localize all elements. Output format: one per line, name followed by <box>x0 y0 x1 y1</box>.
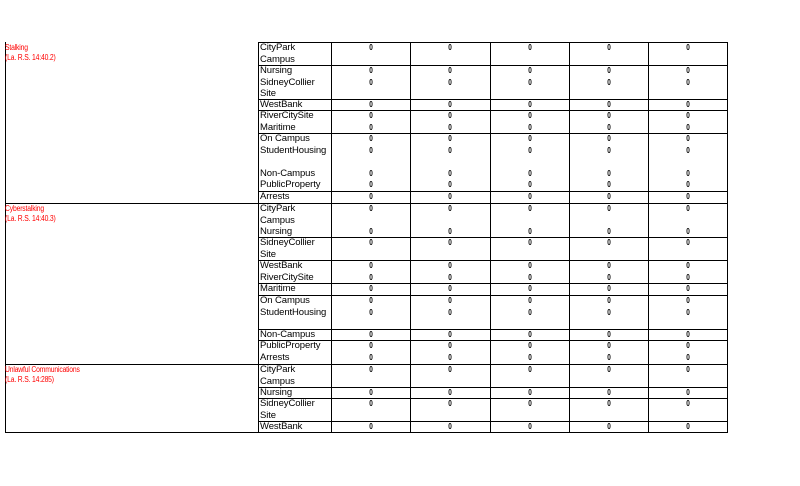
count-value: 0 <box>368 422 373 431</box>
count-value: 0 <box>527 145 532 155</box>
grid-line-horizontal <box>258 65 728 66</box>
location-line: SidneyCollier <box>260 237 315 248</box>
grid-line-horizontal <box>258 191 728 192</box>
crime-category-line: (La. R.S. 14:40.2) <box>5 53 56 62</box>
grid-line-horizontal <box>258 340 728 341</box>
count-value: 0 <box>527 168 532 178</box>
location-line: Maritime <box>260 283 296 294</box>
count-value: 0 <box>606 238 611 247</box>
count-value: 0 <box>606 122 611 132</box>
count-value: 0 <box>448 204 452 213</box>
grid-line-horizontal <box>258 237 728 238</box>
count-value: 0 <box>448 134 452 143</box>
count-value: 0 <box>606 77 611 87</box>
count-value: 0 <box>448 422 452 431</box>
location-line: On Campus <box>260 133 310 144</box>
count-value: 0 <box>685 330 690 339</box>
location-line: CityPark <box>260 42 296 53</box>
location-label <box>260 329 315 341</box>
crime-category-line: Cyberstalking <box>5 204 44 213</box>
location-line: On Campus <box>260 295 310 306</box>
location-line: Site <box>260 88 276 99</box>
count-value: 0 <box>368 122 373 132</box>
count-value: 0 <box>606 100 611 109</box>
count-value: 0 <box>606 168 611 178</box>
location-line: WestBank <box>260 99 303 110</box>
location-label <box>260 110 314 133</box>
count-value: 0 <box>527 66 532 75</box>
count-value: 0 <box>606 399 611 408</box>
location-label <box>260 283 296 295</box>
count-value: 0 <box>368 296 373 305</box>
location-line: SidneyCollier <box>260 76 315 88</box>
count-value: 0 <box>527 330 532 339</box>
location-line: CityPark <box>260 203 296 214</box>
count-value: 0 <box>685 77 690 87</box>
count-value: 0 <box>448 261 452 270</box>
count-value: 0 <box>685 307 690 317</box>
location-line: Campus <box>260 214 295 226</box>
count-value: 0 <box>368 330 373 339</box>
count-value: 0 <box>368 192 373 201</box>
location-label <box>260 340 320 363</box>
crime-category-label <box>5 204 56 224</box>
count-value: 0 <box>685 145 690 155</box>
count-value: 0 <box>448 341 452 350</box>
count-value: 0 <box>606 204 611 213</box>
count-value: 0 <box>368 204 373 213</box>
count-value: 0 <box>368 388 373 397</box>
grid-line-horizontal <box>258 295 728 296</box>
count-value: 0 <box>685 227 690 236</box>
count-value: 0 <box>527 388 532 397</box>
count-value: 0 <box>368 341 373 350</box>
location-label <box>260 203 295 238</box>
count-value: 0 <box>685 204 690 213</box>
count-value: 0 <box>368 272 373 282</box>
location-line: WestBank <box>260 421 303 432</box>
count-value: 0 <box>685 399 690 408</box>
count-value: 0 <box>606 66 611 75</box>
count-value: 0 <box>368 238 373 247</box>
count-value: 0 <box>527 227 532 236</box>
count-value: 0 <box>606 145 611 155</box>
count-value: 0 <box>448 192 452 201</box>
grid-line-horizontal <box>258 42 728 43</box>
count-value: 0 <box>685 168 690 178</box>
count-value: 0 <box>606 365 611 374</box>
grid-line-horizontal <box>258 283 728 284</box>
count-value: 0 <box>448 399 452 408</box>
location-label <box>260 364 295 387</box>
count-value: 0 <box>448 307 452 317</box>
crime-category-label <box>5 365 80 385</box>
count-value: 0 <box>606 43 611 52</box>
location-line: RiverCitySite <box>260 110 314 121</box>
location-label <box>260 99 302 111</box>
count-value: 0 <box>685 296 690 305</box>
location-line: Nursing <box>260 65 293 76</box>
count-value: 0 <box>448 180 452 189</box>
count-value: 0 <box>685 388 690 397</box>
count-value: 0 <box>685 180 690 189</box>
count-value: 0 <box>606 296 611 305</box>
count-value: 0 <box>527 296 532 305</box>
count-value: 0 <box>685 422 690 431</box>
count-value: 0 <box>685 134 690 143</box>
count-value: 0 <box>527 399 532 408</box>
count-value: 0 <box>448 272 452 282</box>
grid-line-horizontal <box>258 133 728 134</box>
grid-line-horizontal <box>258 421 728 422</box>
count-value: 0 <box>448 238 452 247</box>
count-value: 0 <box>368 261 373 270</box>
grid-line-horizontal <box>258 99 728 100</box>
location-line: PublicProperty <box>260 179 321 190</box>
count-value: 0 <box>685 66 690 75</box>
count-value: 0 <box>527 341 532 350</box>
location-line: Nursing <box>260 387 293 398</box>
count-value: 0 <box>606 422 611 431</box>
count-value: 0 <box>448 388 452 397</box>
count-value: 0 <box>527 111 532 120</box>
count-value: 0 <box>368 111 373 120</box>
count-value: 0 <box>448 43 452 52</box>
count-value: 0 <box>448 66 452 75</box>
count-value: 0 <box>606 134 611 143</box>
count-value: 0 <box>527 422 532 431</box>
count-value: 0 <box>606 330 611 339</box>
location-line: Campus <box>260 53 295 65</box>
location-label <box>260 133 326 191</box>
count-value: 0 <box>448 296 452 305</box>
count-value: 0 <box>527 192 532 201</box>
count-value: 0 <box>527 134 532 143</box>
crime-category-line: Unlawful Communications <box>5 365 80 374</box>
count-value: 0 <box>606 272 611 282</box>
count-value: 0 <box>685 284 690 293</box>
location-line: CityPark <box>260 364 296 375</box>
count-value: 0 <box>527 365 532 374</box>
count-value: 0 <box>685 352 690 362</box>
location-line: Campus <box>260 375 295 387</box>
count-value: 0 <box>606 111 611 120</box>
count-value: 0 <box>368 43 373 52</box>
grid-line-horizontal <box>258 260 728 261</box>
grid-line-horizontal <box>258 398 728 399</box>
location-line: Site <box>260 409 276 421</box>
count-value: 0 <box>606 352 611 362</box>
location-label <box>260 421 302 433</box>
location-label <box>260 65 315 100</box>
count-value: 0 <box>606 388 611 397</box>
count-value: 0 <box>606 192 611 201</box>
count-value: 0 <box>685 100 690 109</box>
count-value: 0 <box>527 352 532 362</box>
count-value: 0 <box>527 204 532 213</box>
crime-category-line: Stalking <box>5 43 28 52</box>
crime-category-line: (La. R.S. 14:40.3) <box>5 214 56 223</box>
count-value: 0 <box>527 307 532 317</box>
location-line: WestBank <box>260 260 303 271</box>
location-line: Non-Campus <box>260 329 315 340</box>
location-line: Nursing <box>260 226 293 237</box>
count-value: 0 <box>448 352 452 362</box>
count-value: 0 <box>448 111 452 120</box>
count-value: 0 <box>448 365 452 374</box>
count-value: 0 <box>368 365 373 374</box>
location-line: PublicProperty <box>260 340 321 351</box>
grid-line-horizontal <box>258 329 728 330</box>
count-value: 0 <box>606 180 611 189</box>
count-value: 0 <box>448 122 452 132</box>
location-line: Site <box>260 248 276 260</box>
count-value: 0 <box>448 227 452 236</box>
count-value: 0 <box>368 77 373 87</box>
count-value: 0 <box>448 145 452 155</box>
count-value: 0 <box>368 66 373 75</box>
location-line: Arrests <box>260 351 290 363</box>
location-line: RiverCitySite <box>260 271 314 283</box>
crime-category-label <box>5 43 56 63</box>
location-line: Non-Campus <box>260 167 315 179</box>
location-line: StudentHousing <box>260 306 327 318</box>
location-label <box>260 398 315 421</box>
location-line <box>260 156 326 168</box>
count-value: 0 <box>368 284 373 293</box>
count-value: 0 <box>368 399 373 408</box>
count-value: 0 <box>448 100 452 109</box>
count-value: 0 <box>527 180 532 189</box>
count-value: 0 <box>606 227 611 236</box>
count-value: 0 <box>685 341 690 350</box>
count-value: 0 <box>368 180 373 189</box>
count-value: 0 <box>527 272 532 282</box>
count-value: 0 <box>685 122 690 132</box>
count-value: 0 <box>685 43 690 52</box>
count-value: 0 <box>527 122 532 132</box>
count-value: 0 <box>368 145 373 155</box>
location-line: Arrests <box>260 191 290 202</box>
grid-line-horizontal <box>258 110 728 111</box>
count-value: 0 <box>527 261 532 270</box>
count-value: 0 <box>527 238 532 247</box>
location-line: SidneyCollier <box>260 398 315 409</box>
count-value: 0 <box>527 100 532 109</box>
count-value: 0 <box>368 307 373 317</box>
location-label <box>260 237 315 260</box>
location-line: StudentHousing <box>260 144 327 156</box>
count-value: 0 <box>527 284 532 293</box>
location-label <box>260 260 314 283</box>
count-value: 0 <box>527 77 532 87</box>
count-value: 0 <box>448 168 452 178</box>
count-value: 0 <box>606 261 611 270</box>
grid-line-horizontal <box>258 387 728 388</box>
location-label <box>260 191 289 203</box>
count-value: 0 <box>606 284 611 293</box>
count-value: 0 <box>685 192 690 201</box>
count-value: 0 <box>448 284 452 293</box>
location-line: Maritime <box>260 121 296 133</box>
count-value: 0 <box>368 134 373 143</box>
count-value: 0 <box>685 272 690 282</box>
count-value: 0 <box>606 307 611 317</box>
count-value: 0 <box>685 111 690 120</box>
count-value: 0 <box>368 352 373 362</box>
count-value: 0 <box>685 261 690 270</box>
count-value: 0 <box>368 100 373 109</box>
count-value: 0 <box>685 365 690 374</box>
count-value: 0 <box>448 330 452 339</box>
crime-category-line: (La. R.S. 14:285) <box>5 375 54 384</box>
count-value: 0 <box>368 227 373 236</box>
count-value: 0 <box>527 43 532 52</box>
location-label <box>260 295 326 318</box>
location-label <box>260 387 292 399</box>
count-value: 0 <box>685 238 690 247</box>
location-label <box>260 42 295 65</box>
count-value: 0 <box>448 77 452 87</box>
count-value: 0 <box>606 341 611 350</box>
count-value: 0 <box>368 168 373 178</box>
